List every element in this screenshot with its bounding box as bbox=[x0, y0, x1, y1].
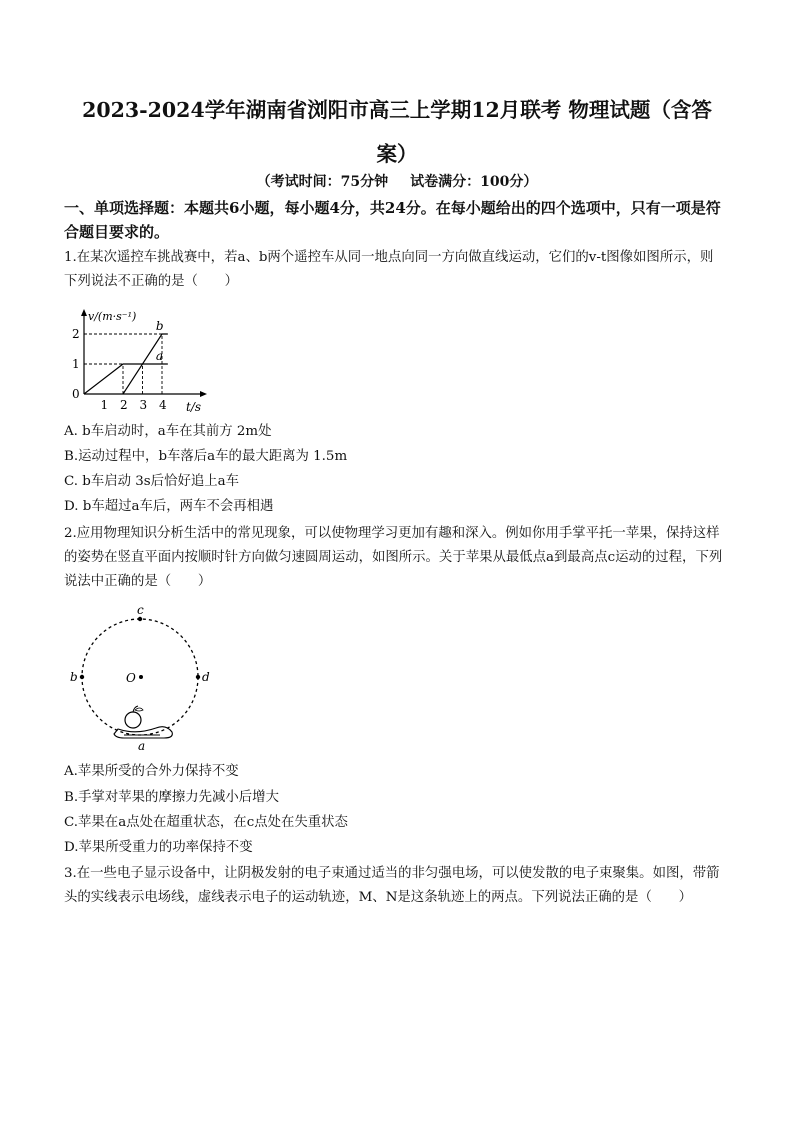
label-b: b bbox=[70, 670, 78, 684]
q1-option-b: B.运动过程中，b车落后a车的最大距离为 1.5m bbox=[64, 449, 348, 464]
series-b-label: b bbox=[155, 319, 164, 333]
point-b bbox=[80, 675, 84, 679]
q1-option-d: D. b车超过a车后，两车不会再相遇 bbox=[64, 499, 274, 514]
point-o bbox=[139, 675, 143, 679]
x-tick-label: 3 bbox=[139, 398, 148, 412]
label-a: a bbox=[138, 739, 146, 753]
y-tick-label: 1 bbox=[72, 357, 80, 371]
vt-graph bbox=[64, 304, 214, 414]
q2-option-d: D.苹果所受重力的功率保持不变 bbox=[64, 840, 253, 855]
question-3-stem: 3.在一些电子显示设备中，让阴极发射的电子束通过适当的非匀强电场，可以使发散的电子束聚集。如图，带箭头的实线表示电场线，虚线表示电子的运动轨迹，M、N是这条轨迹上的两点。下列说法正确的是（ ） bbox=[64, 866, 720, 905]
y-tick-label: 0 bbox=[72, 387, 80, 401]
q1-option-c: C. b车启动 3s后恰好追上a车 bbox=[64, 474, 239, 489]
q2-option-a: A.苹果所受的合外力保持不变 bbox=[64, 764, 239, 779]
x-axis-label: t/s bbox=[186, 400, 202, 414]
x-tick-label: 2 bbox=[120, 398, 128, 412]
y-axis-label: v/(m·s⁻¹) bbox=[88, 310, 137, 323]
q2-option-b: B.手掌对苹果的摩擦力先减小后增大 bbox=[64, 790, 279, 805]
point-d bbox=[196, 675, 200, 679]
question-1-stem: 1.在某次遥控车挑战赛中，若a、b两个遥控车从同一地点向同一方向做直线运动，它们的v-t图像如图所示，则下列说法不正确的是（ ） bbox=[64, 250, 714, 289]
x-tick-label: 4 bbox=[159, 398, 167, 412]
exam-info bbox=[0, 171, 794, 191]
page-title: 2023-2024学年湖南省浏阳市高三上学期12月联考 物理试题（含答案） bbox=[82, 98, 712, 166]
y-tick-label: 2 bbox=[72, 327, 80, 341]
question-2-stem: 2.应用物理知识分析生活中的常见现象，可以使物理学习更加有趣和深入。例如你用手掌平托一苹果，保持这样的姿势在竖直平面内按顺时针方向做匀速圆周运动，如图所示。关于苹果从最低点a到最高点c运动的过程，下列说法中正确的是（ ） bbox=[64, 526, 723, 589]
q1-option-a: A. b车启动时，a车在其前方 2m处 bbox=[64, 424, 272, 439]
q2-option-c: C.苹果在a点处在超重状态，在c点处在失重状态 bbox=[64, 815, 348, 830]
label-o: O bbox=[126, 671, 136, 685]
section-heading: 一、单项选择题：本题共6小题，每小题4分，共24分。在每小题给出的四个选项中，只有一项是符合题目要求的。 bbox=[64, 199, 721, 241]
point-c bbox=[138, 617, 142, 621]
circle-figure bbox=[62, 602, 212, 754]
label-c: c bbox=[137, 603, 144, 617]
series-a-label: a bbox=[155, 349, 164, 363]
exam-score: 试卷满分：100分） bbox=[410, 174, 538, 190]
label-d: d bbox=[202, 670, 210, 684]
apple-icon bbox=[125, 706, 143, 728]
vt-y-arrow bbox=[81, 309, 87, 316]
x-tick-label: 1 bbox=[100, 398, 109, 412]
exam-time: （考试时间：75分钟 bbox=[256, 174, 389, 190]
vt-x-arrow bbox=[200, 391, 207, 397]
